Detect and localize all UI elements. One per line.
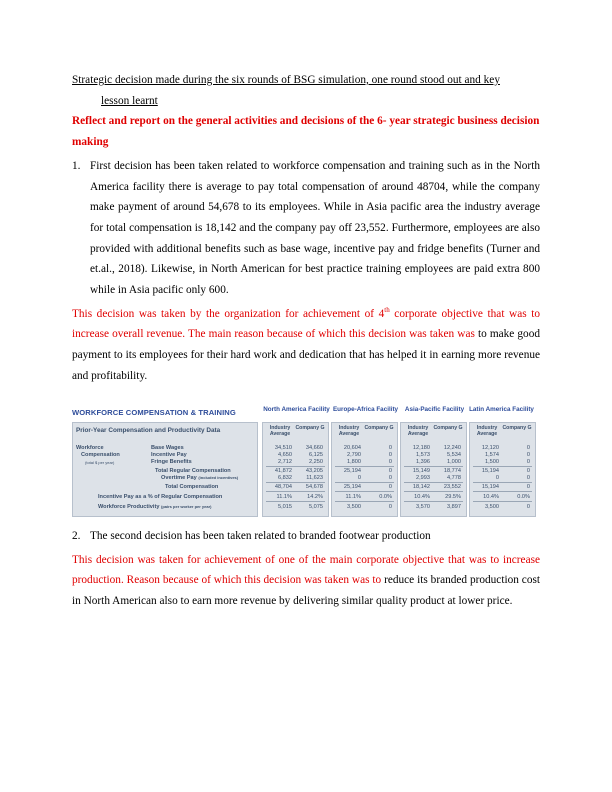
cell-ap-co-1: 5,534 (447, 452, 461, 458)
cell-ap-co-4: 4,778 (447, 475, 461, 481)
figure-title: WORKFORCE COMPENSATION & TRAINING (72, 408, 236, 417)
cell-ea-co-6: 0.0% (379, 494, 392, 500)
label-total-regular: Total Regular Compensation (155, 468, 231, 474)
labels-panel (72, 422, 258, 517)
list-text-2: The second decision has been taken related to branded footwear production (90, 530, 431, 542)
cell-ap-co-6: 29.5% (445, 494, 461, 500)
paragraph-1-red-b: corporate objective that was to increase overall revenue. The main reason because of which this decision was taken was (72, 307, 540, 341)
region-asia-pacific: Asia-Pacific Facility (404, 406, 465, 413)
col-head-company-ea: Company G (364, 425, 394, 431)
list-text-1: First decision has been taken related to workforce compensation and training such as in the North America facility there is average to pay total compensation of around 48704, while the company make payment of around 54,678 to its employees. While in Asia pacific area the industry average for total compensation is 18,142 and the company pay off 23,552. Furthermore, employees are also provided with additional benefits such as base wage, incentive pay and fridge benefits (Turner and et.al., 2018). Likewise, in North American for best practice training employees are paid extra 800 while in Asia pacific only 600. (90, 159, 540, 297)
cell-ap-co-3: 18,774 (443, 468, 461, 474)
cell-ea-ind-3: 25,194 (343, 468, 361, 474)
cell-na-co-0: 34,660 (305, 445, 323, 451)
cell-ea-co-1: 0 (388, 452, 392, 458)
divider-na-3 (266, 501, 325, 502)
divider-ap-2 (404, 491, 463, 492)
cell-na-ind-1: 4,650 (278, 452, 292, 458)
cell-la-co-2: 0 (526, 459, 530, 465)
document-body-continued (72, 523, 540, 612)
cell-na-co-7: 5,075 (309, 504, 323, 510)
list-item-1 (72, 156, 540, 301)
col-head-company-la: Company G (502, 425, 532, 431)
region-latin-america: Latin America Facility (469, 406, 534, 413)
cell-ea-ind-6: 11.1% (345, 494, 361, 500)
heading-line-2: lesson learnt (101, 94, 158, 107)
divider-na-1 (266, 482, 325, 483)
cell-ea-ind-7: 3,500 (347, 504, 361, 510)
divider-ap-0 (404, 466, 463, 467)
cell-la-ind-0: 12,120 (481, 445, 499, 451)
cell-la-co-7: 0 (526, 504, 530, 510)
cell-na-ind-4: 6,832 (278, 475, 292, 481)
cell-ea-co-5: 0 (388, 484, 392, 490)
cell-ea-co-7: 0 (388, 504, 392, 510)
cell-la-co-1: 0 (526, 452, 530, 458)
section-heading: Reflect and report on the general activities and decisions of the 6- year strategic business decision making (72, 115, 540, 149)
cell-ea-co-0: 0 (388, 445, 392, 451)
cell-ea-ind-5: 25,194 (343, 484, 361, 490)
cell-na-ind-6: 11.1% (276, 494, 292, 500)
cell-na-ind-3: 41,872 (274, 468, 292, 474)
cell-la-ind-6: 10.4% (483, 494, 499, 500)
divider-la-0 (473, 466, 532, 467)
cell-ap-ind-4: 2,993 (416, 475, 430, 481)
heading-line-1: Strategic decision made during the six rounds of BSG simulation, one round stood out and key (72, 74, 500, 86)
label-incentive-pct: Incentive Pay as a % of Regular Compensation (98, 494, 223, 500)
cell-la-co-3: 0 (526, 468, 530, 474)
cell-ap-ind-6: 10.4% (414, 494, 430, 500)
paragraph-2 (72, 550, 540, 612)
col-head-company-na: Company G (295, 425, 325, 431)
document-body (72, 70, 540, 387)
cell-na-ind-5: 48,704 (274, 484, 292, 490)
cell-ap-ind-0: 12,180 (412, 445, 430, 451)
cell-ea-ind-0: 20,604 (343, 445, 361, 451)
col-head-industry-la: Industry Average (476, 425, 498, 437)
divider-la-1 (473, 482, 532, 483)
label-per-year: (total $ per year) (85, 460, 115, 465)
cell-ap-ind-7: 3,570 (416, 504, 430, 510)
paragraph-1-black: to make good payment to its employees for their hard work and dedication that has helped it in earning more revenue and profitability. (72, 328, 540, 382)
region-panel-ap (400, 422, 467, 517)
label-workforce: Workforce (76, 445, 104, 451)
list-number-1: 1. (72, 159, 81, 172)
divider-la-3 (473, 501, 532, 502)
divider-ea-2 (335, 491, 394, 492)
document-heading (72, 70, 540, 111)
cell-la-ind-4: 0 (495, 475, 499, 481)
cell-la-co-6: 0.0% (517, 494, 530, 500)
col-head-industry-ap: Industry Average (407, 425, 429, 437)
cell-la-co-0: 0 (526, 445, 530, 451)
label-overtime-pay: Overtime Pay (included incentives) (161, 475, 239, 481)
cell-na-co-3: 43,205 (305, 468, 323, 474)
cell-na-ind-0: 34,510 (274, 445, 292, 451)
divider-na-0 (266, 466, 325, 467)
paragraph-2-black: reduce its branded production cost in North American also to earn more revenue by delivering similar quality product at lower price. (72, 574, 540, 608)
cell-na-ind-2: 2,712 (278, 459, 292, 465)
col-head-industry-ea: Industry Average (338, 425, 360, 437)
cell-ea-co-2: 0 (388, 459, 392, 465)
paragraph-1-sup: th (384, 305, 390, 314)
cell-na-co-5: 54,678 (305, 484, 323, 490)
cell-la-ind-3: 15,194 (481, 468, 499, 474)
label-total-comp: Total Compensation (165, 484, 219, 490)
col-head-industry-na: Industry Average (269, 425, 291, 437)
cell-la-ind-7: 3,500 (485, 504, 499, 510)
region-panel-la (469, 422, 536, 517)
region-panel-ea (331, 422, 398, 517)
cell-la-co-4: 0 (526, 475, 530, 481)
region-panel-na (262, 422, 329, 517)
label-base-wages: Base Wages (151, 445, 184, 451)
cell-ap-ind-5: 18,142 (412, 484, 430, 490)
divider-ea-1 (335, 482, 394, 483)
list-item-2 (72, 526, 540, 547)
cell-ea-ind-2: 1,800 (347, 459, 361, 465)
col-head-company-ap: Company G (433, 425, 463, 431)
cell-na-co-4: 11,623 (306, 475, 323, 481)
paragraph-1-red-a: This decision was taken by the organization for achievement of 4 (72, 307, 385, 320)
cell-la-ind-2: 1,500 (485, 459, 499, 465)
cell-ea-co-4: 0 (388, 475, 392, 481)
cell-ap-ind-1: 1,573 (416, 452, 430, 458)
divider-ea-3 (335, 501, 394, 502)
cell-ea-ind-4: 0 (357, 475, 361, 481)
divider-na-2 (266, 491, 325, 492)
divider-ap-1 (404, 482, 463, 483)
label-compensation: Compensation (81, 452, 120, 458)
divider-la-2 (473, 491, 532, 492)
label-incentive-pay: Incentive Pay (151, 452, 187, 458)
divider-ea-0 (335, 466, 394, 467)
cell-na-co-6: 14.2% (307, 494, 323, 500)
cell-ap-co-5: 23,552 (443, 484, 461, 490)
cell-la-ind-1: 1,574 (485, 452, 499, 458)
cell-la-co-5: 0 (526, 484, 530, 490)
paragraph-2-red: This decision was taken for achievement of one of the main corporate objective that was to increase production. Reason because of which this decision was taken was to (72, 553, 540, 587)
cell-na-co-1: 6,125 (309, 452, 323, 458)
cell-ap-ind-3: 15,149 (412, 468, 430, 474)
paragraph-1 (72, 304, 540, 387)
cell-na-co-2: 2,250 (309, 459, 323, 465)
region-north-america: North America Facility (263, 406, 330, 413)
divider-ap-3 (404, 501, 463, 502)
label-productivity: Workforce Productivity (pairs per worker per year) (98, 504, 212, 510)
cell-na-ind-7: 5,015 (278, 504, 292, 510)
panel-title: Prior-Year Compensation and Productivity Data (76, 427, 221, 434)
cell-ap-ind-2: 1,396 (416, 459, 430, 465)
workforce-compensation-figure (72, 406, 534, 515)
cell-ap-co-7: 3,897 (447, 504, 461, 510)
list-number-2: 2. (72, 530, 81, 542)
cell-ap-co-0: 12,240 (443, 445, 461, 451)
label-fringe-benefits: Fringe Benefits (151, 459, 192, 465)
cell-la-ind-5: 15,194 (481, 484, 499, 490)
cell-ea-ind-1: 2,790 (347, 452, 361, 458)
cell-ea-co-3: 0 (388, 468, 392, 474)
region-europe-africa: Europe-Africa Facility (332, 406, 399, 413)
cell-ap-co-2: 1,000 (447, 459, 461, 465)
